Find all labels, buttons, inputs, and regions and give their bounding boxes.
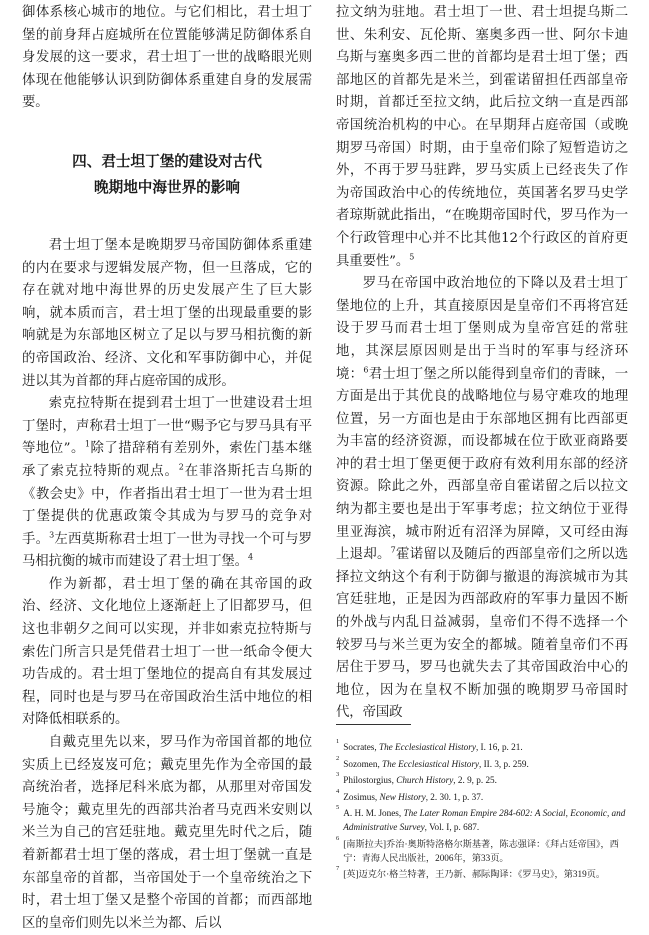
footnote-rule <box>336 724 411 725</box>
body-paragraph: 君士坦丁堡本是晚期罗马帝国防御体系重建的内在要求与逻辑发展产物，但一旦落成，它的存在就对地中海世界的历史发展产生了巨大影响，就本质而言，君士坦丁堡的出现最重要的影响就是为东部地区树立了足以与罗马相抗衡的新的帝国政治、经济、文化和军事防御中心，并促进以其为首都的拜占庭帝国的成形。 <box>22 237 312 389</box>
footnote <box>336 754 628 771</box>
footnote-locator: , II. 3, p. 259. <box>479 758 529 769</box>
footnote-citation: [英]迈克尔·格兰特著，王乃新、郝际陶译：《罗马史》，第319页。 <box>343 869 606 879</box>
footnote-title: The Later Roman Empire 284-602: A Social, Economic, and Administrative Survey <box>343 808 626 832</box>
footnote-ref[interactable]: 1 <box>84 439 90 449</box>
footnote-title: New History <box>379 791 426 802</box>
footnote-text <box>343 867 605 881</box>
footnote-author: Philostorgius, <box>343 775 397 785</box>
footnote-ref[interactable]: 4 <box>247 552 253 562</box>
footnote-number: 6 <box>336 834 340 842</box>
footnote-number: 3 <box>336 771 340 778</box>
footnote <box>336 834 628 865</box>
text-run: 君士坦丁堡之所以能得到皇帝们的青睐，一方面是出于其优良的战略地位与易守难攻的地理位置，另一方面也是由于东部地区拥有比西部更为丰富的经济资源，而设都城在位于欧亚商路要冲的君士坦丁堡更便于政府有效利用东部的经济资源。除此之外，西部皇帝自霍诺留之后以拉文纳为都主要也是出于军事考虑；拉文纳位于亚得里亚海滨，城市附近有沼泽为屏障，又可经由海上退却。 <box>336 366 628 563</box>
footnote-title: The Ecclesiastical History <box>378 742 476 752</box>
footnote <box>336 867 628 881</box>
footnote-author: Socrates, <box>343 742 379 752</box>
footnote-text <box>343 740 522 754</box>
right-column <box>336 2 628 725</box>
text-run: 拉文纳为驻地。君士坦丁一世、君士坦提乌斯二世、朱利安、瓦伦斯、塞奥多西一世、阿尔卡迪乌斯与塞奥多西二世的首都均是君士坦丁堡；西部地区的首都先是米兰，到霍诺留担任西部皇帝时期，首都迁至拉文纳，此后拉文纳一直是西部帝国统治机构的中心。在早期拜占庭帝国（或晚期罗马帝国）时期，由于皇帝们除了短暂造访之外，不再于罗马驻跸，罗马实质上已经丧失了作为帝国政治中心的传统地位，英国著名罗马史学者琼斯就此指出，“在晚期帝国时代，罗马作为一个行政管理中心并不比其他12个行政区的首府更具重要性”。 <box>336 5 628 269</box>
footnote <box>336 787 628 804</box>
footnote-title: Church History <box>396 775 454 785</box>
footnote-ref[interactable]: 2 <box>178 462 184 472</box>
footnote-citation: [南斯拉夫]乔治·奥斯特洛格尔斯基著，陈志强译：《拜占廷帝国》，西宁：青海人民出版社，2006年，第33页。 <box>343 838 619 863</box>
section-heading-line-2: 晚期地中海世界的影响 <box>94 178 240 196</box>
text-run: 罗马在帝国中政治地位的下降以及君士坦丁堡地位的上升，其直接原因是皇帝们不再将宫廷设于罗马而君士坦丁堡则成为皇帝宫廷的常驻地，其深层原因则是出于当时的军事与经济环境： <box>336 276 628 382</box>
footnote-number: 5 <box>336 804 340 811</box>
text-run: 在菲洛斯托吉乌斯的《教会史》中，作者指出君士坦丁一世为君士坦丁堡提供的优惠政策令其成为与罗马的竞争对手。 <box>22 463 312 547</box>
footnote-author: Zosimus, <box>343 791 380 802</box>
footnote-author: A. H. M. Jones, <box>343 808 404 818</box>
footnotes <box>336 740 628 884</box>
footnote-number: 2 <box>336 754 340 762</box>
footnote-ref[interactable]: 3 <box>49 530 55 540</box>
footnote <box>336 740 628 754</box>
footnote-text <box>343 837 628 865</box>
continued-paragraph: 御体系核心城市的地位。与它们相比，君士坦丁堡的前身拜占庭城所在位置能够满足防御体系自身发展的这一要求，君士坦丁一世的战略眼光则体现在他能够认识到防御体系重建自身的发展需要。 <box>22 5 312 111</box>
text-run: 霍诺留以及随后的西部皇帝们之所以选择拉文纳这个有利于防御与撤退的海滨城市为其宫廷驻地，正是因为西部政府的军事力量因不断的外战与内乱日益减弱，皇帝们不得不选择一个较罗马与米兰更为安全的都城。随着皇帝们不再居住于罗马，罗马也就失去了其帝国政治中心的地位，因为在皇权不断加强的晚期罗马帝国时代，帝国政 <box>336 547 628 721</box>
footnote-text <box>343 757 529 771</box>
footnote-text <box>343 806 628 834</box>
footnote-author: Sozomen, <box>343 758 383 769</box>
footnote-text <box>343 773 497 787</box>
footnote-locator: , 2. 30. 1, p. 37. <box>425 791 484 802</box>
footnote-number: 4 <box>336 787 340 795</box>
footnote-number: 7 <box>336 865 340 872</box>
continued-paragraph <box>336 2 628 273</box>
footnote-ref[interactable]: 5 <box>409 252 415 262</box>
footnote <box>336 806 628 834</box>
footnote-number: 1 <box>336 738 340 745</box>
body-paragraph: 自戴克里先以来，罗马作为帝国首都的地位实质上已经岌岌可危；戴克里先作为全帝国的最高统治者，选择尼科米底为都，从那里对帝国发号施令；戴克里先的西部共治者马克西米安则以米兰为自己的宫廷驻地。戴克里先时代之后，随着新都君士坦丁堡的落成，君士坦丁堡就一直是东部皇帝的首都，当帝国处于一个皇帝统治之下时，君士坦丁堡又是整个帝国的首都；而西部地区的皇帝们则先以米兰为都、后以 <box>22 735 312 931</box>
body-paragraph <box>336 273 628 725</box>
left-column <box>22 2 312 935</box>
footnote-locator: , I. 16, p. 21. <box>475 742 523 752</box>
footnote-ref[interactable]: 7 <box>390 545 396 555</box>
text-run: 左西莫斯称君士坦丁一世为寻找一个可与罗马相抗衡的城市而建设了君士坦丁堡。 <box>22 531 312 570</box>
footnote-locator: , 2. 9, p. 25. <box>453 775 497 785</box>
text-run: 索克拉特斯在提到君士坦丁一世建设君士坦丁堡时，声称君士坦丁一世“赐予它与罗马具有平等地位”。 <box>22 396 312 457</box>
section-heading <box>22 149 312 201</box>
footnote-title: The Ecclesiastical History <box>382 758 480 769</box>
section-heading-line-1: 四、君士坦丁堡的建设对古代 <box>72 152 262 170</box>
text-run: 除了措辞稍有差别外，索佐门基本继承了索克拉特斯的观点。 <box>22 441 312 479</box>
footnote <box>336 773 628 787</box>
footnote-ref[interactable]: 6 <box>363 365 369 375</box>
footnote-text <box>343 790 483 804</box>
footnote-locator: , Vol. I, p. 687. <box>424 822 480 832</box>
body-paragraph: 作为新都，君士坦丁堡的确在其帝国的政治、经济、文化地位上逐渐赶上了旧都罗马，但这也非朝夕之间可以实现，并非如索克拉特斯与索佐门所言只是凭借君士坦丁一世一纸命令便大功告成的。君士坦丁堡地位的提高自有其发展过程，同时也是与罗马在帝国政治生活中地位的相对降低相联系的。 <box>22 576 312 728</box>
body-paragraph <box>22 393 312 574</box>
